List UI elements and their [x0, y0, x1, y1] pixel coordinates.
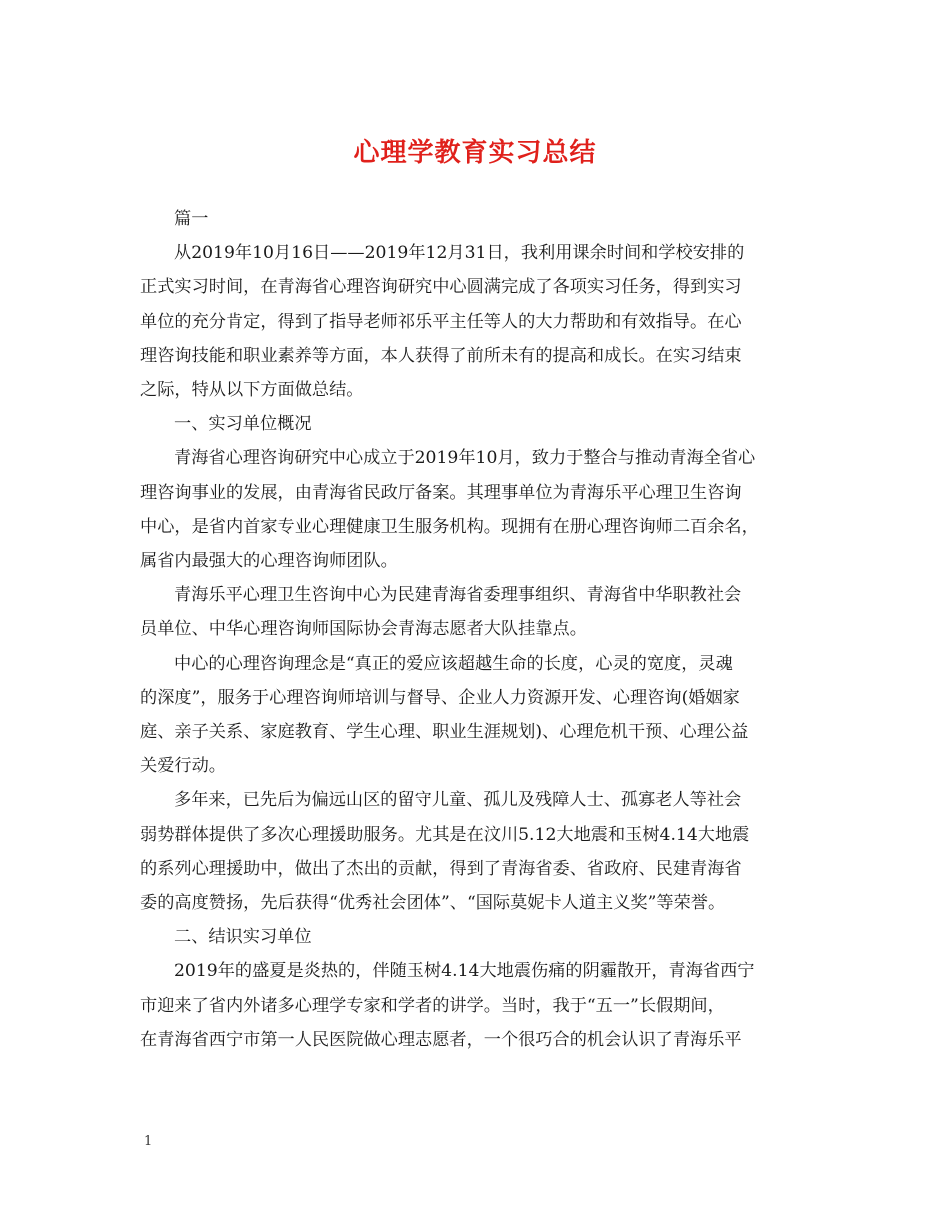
- paragraph-line: 的系列心理援助中，做出了杰出的贡献，得到了青海省委、省政府、民建青海省: [140, 858, 742, 879]
- paragraph-line: 篇一: [174, 209, 209, 229]
- paragraph: [140, 407, 812, 441]
- paragraph-line: 理咨询技能和职业素养等方面，本人获得了前所未有的提高和成长。在实习结束: [140, 345, 742, 366]
- paragraph-line: 之际，特从以下方面做总结。: [140, 380, 364, 401]
- paragraph-line: 从2019年10月16日——2019年12月31日，我利用课余时间和学校安排的: [174, 243, 745, 264]
- paragraph-line: 属省内最强大的心理咨询师团队。: [140, 551, 398, 572]
- paragraph-line: 在青海省西宁市第一人民医院做心理志愿者，一个很巧合的机会认识了青海乐平: [140, 1029, 742, 1050]
- paragraph-line: 一、实习单位概况: [174, 414, 312, 435]
- paragraph: [140, 920, 812, 954]
- paragraph-line: 中心的心理咨询理念是“真正的爱应该超越生命的长度，心灵的宽度，灵魂: [174, 653, 733, 674]
- paragraph: [140, 441, 812, 578]
- paragraph-line: 2019年的盛夏是炎热的，伴随玉树4.14大地震伤痛的阴霾散开，青海省西宁: [174, 961, 755, 982]
- paragraph-line: 青海省心理咨询研究中心成立于2019年10月，致力于整合与推动青海全省心: [174, 448, 756, 469]
- document-body: [140, 202, 812, 1057]
- paragraph-line: 正式实习时间，在青海省心理咨询研究中心圆满完成了各项实习任务，得到实习: [140, 277, 742, 298]
- paragraph-line: 弱势群体提供了多次心理援助服务。尤其是在汶川5.12大地震和玉树4.14大地震: [140, 824, 750, 845]
- paragraph: [140, 783, 812, 920]
- paragraph: [140, 647, 812, 784]
- document-title: 心理学教育实习总结: [353, 138, 597, 168]
- paragraph-line: 青海乐平心理卫生咨询中心为民建青海省委理事组织、青海省中华职教社会: [174, 585, 742, 606]
- paragraph-line: 理咨询事业的发展，由青海省民政厅备案。其理事单位为青海乐平心理卫生咨询: [140, 482, 742, 503]
- paragraph: [140, 202, 812, 236]
- paragraph: [140, 578, 812, 646]
- paragraph-line: 多年来，已先后为偏远山区的留守儿童、孤儿及残障人士、孤寡老人等社会: [174, 790, 742, 811]
- page-number: 1: [144, 1134, 153, 1149]
- paragraph: [140, 954, 812, 1057]
- paragraph-line: 中心，是省内首家专业心理健康卫生服务机构。现拥有在册心理咨询师二百余名，: [140, 516, 759, 537]
- paragraph-line: 庭、亲子关系、家庭教育、学生心理、职业生涯规划)、心理危机干预、心理公益: [140, 722, 749, 743]
- paragraph-line: 关爱行动。: [140, 756, 226, 777]
- paragraph: [140, 236, 812, 407]
- paragraph-line: 市迎来了省内外诸多心理学专家和学者的讲学。当时，我于“五一”长假期间，: [140, 995, 725, 1016]
- paragraph-line: 的深度”，服务于心理咨询师培训与督导、企业人力资源开发、心理咨询(婚姻家: [140, 687, 740, 708]
- paragraph-line: 二、结识实习单位: [174, 927, 312, 948]
- paragraph-line: 员单位、中华心理咨询师国际协会青海志愿者大队挂靠点。: [140, 619, 587, 640]
- paragraph-line: 单位的充分肯定，得到了指导老师祁乐平主任等人的大力帮助和有效指导。在心: [140, 311, 742, 332]
- paragraph-line: 委的高度赞扬，先后获得“优秀社会团体”、“国际莫妮卡人道主义奖”等荣誉。: [140, 893, 726, 914]
